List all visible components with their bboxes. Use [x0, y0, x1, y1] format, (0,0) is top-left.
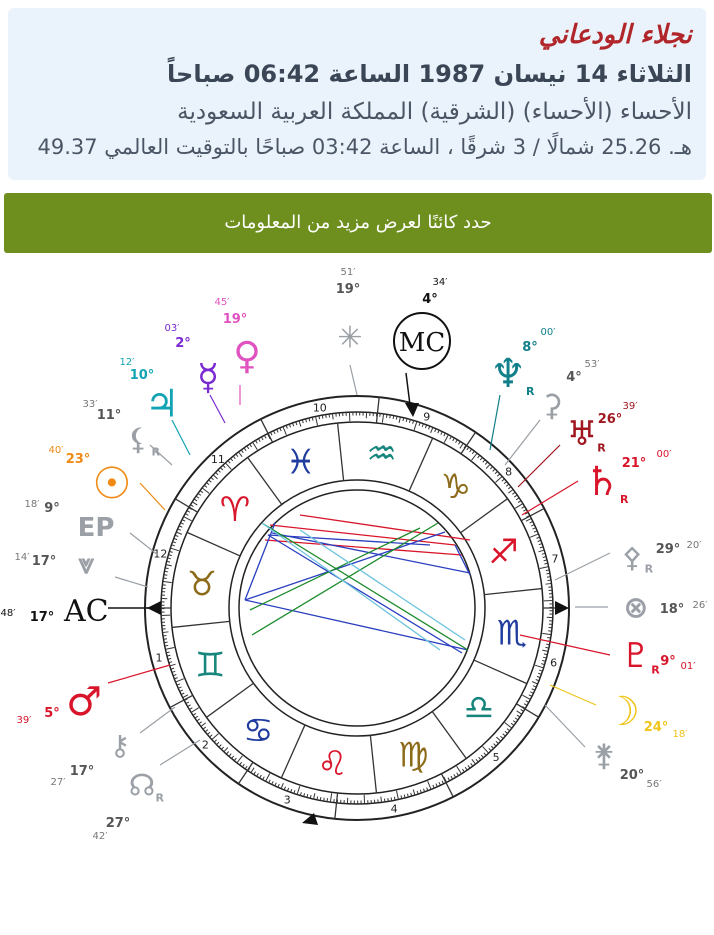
degree-tick [317, 796, 318, 799]
eris-point[interactable] [336, 267, 363, 356]
degree-tick [386, 414, 387, 417]
east-point-degree: 9° [44, 501, 60, 516]
uranus-degree: 26° [597, 412, 623, 427]
ascendant-degree: 17° [29, 610, 55, 625]
house-number: 3 [283, 793, 291, 807]
mercury-icon: ☿ [196, 357, 220, 399]
neptune-minutes: 00′ [540, 327, 556, 338]
house-number: 9 [423, 410, 431, 424]
chiron-icon: ⚷ [109, 728, 131, 762]
saturn-point[interactable] [584, 449, 672, 506]
house-number: 1 [155, 651, 163, 665]
house-number: 10 [312, 401, 327, 415]
house-number: 4 [390, 802, 398, 816]
saturn-icon: ♄ [584, 459, 620, 505]
taurus-sign-glyph: ♉ [186, 564, 218, 605]
degree-tick [319, 416, 320, 419]
degree-tick [545, 647, 548, 648]
moon-minutes: 18′ [672, 729, 688, 740]
leo-sign-glyph: ♌ [317, 744, 348, 785]
birth-place: الأحساء (الأحساء) (الشرقية) المملكة العربية السعودية [177, 99, 692, 125]
east-point-icon: EP [77, 513, 115, 544]
ceres-leader [505, 420, 540, 465]
ascendant-point[interactable] [1, 608, 55, 625]
degree-tick [324, 798, 325, 801]
birth-datetime: الثلاثاء 14 نيسان 1987 الساعة 06:42 صباحاً [167, 60, 692, 88]
degree-tick [546, 644, 549, 645]
mc-degree-point[interactable] [422, 277, 448, 307]
degree-tick [546, 573, 549, 574]
sun-leader [140, 483, 165, 510]
mc-degree-degree: 4° [422, 292, 438, 307]
east-point-minutes: 18′ [24, 499, 40, 510]
saturn-degree: 21° [621, 456, 647, 471]
pallas-degree: 29° [655, 542, 681, 557]
wheel-rings [145, 396, 569, 820]
moon-degree: 24° [643, 720, 669, 735]
vertex-leader [115, 577, 148, 587]
juno-icon: ⚵ [593, 738, 615, 774]
moon-point[interactable] [604, 689, 688, 740]
house-number: 8 [505, 465, 513, 479]
degree-tick [394, 797, 395, 800]
ascendant-minutes: 48′ [0, 608, 16, 619]
house-number: 12 [153, 547, 168, 561]
mercury-minutes: 03′ [164, 323, 180, 334]
venus-minutes: 45′ [214, 297, 230, 308]
house-number: 5 [492, 751, 500, 765]
east-point-leader [130, 533, 158, 555]
sun-degree: 23° [65, 452, 91, 467]
venus-degree: 19° [222, 312, 248, 327]
sun-point[interactable] [49, 445, 132, 509]
jupiter-degree: 10° [129, 368, 155, 383]
vertex-minutes: 14′ [14, 552, 30, 563]
mc-degree-minutes: 34′ [432, 277, 448, 288]
ceres-icon: ⚳ [541, 388, 563, 424]
person-name: نجلاء الودعاني [538, 20, 692, 50]
pluto-icon: ♇ [620, 635, 652, 676]
cancer-sign-glyph: ♋ [242, 711, 274, 752]
part-of-fortune-minutes: 26′ [692, 600, 708, 611]
gemini-sign-glyph: ♊ [195, 645, 226, 686]
degree-tick [546, 570, 549, 571]
neptune-leader [490, 395, 500, 450]
uranus-minutes: 39′ [622, 401, 638, 412]
pluto-retrograde-mark: R [651, 663, 660, 677]
sagittarius-sign-glyph: ♐ [488, 532, 519, 573]
mc-line [406, 373, 410, 405]
mars-minutes: 39′ [16, 715, 32, 726]
house-number: 2 [201, 738, 209, 752]
degree-tick [393, 415, 394, 418]
eris-icon: ✳ [337, 320, 363, 356]
north-node-minutes: 42′ [92, 831, 108, 842]
ceres-degree: 4° [566, 370, 582, 385]
vertex-degree: 17° [31, 554, 57, 569]
pisces-sign-glyph: ♓ [285, 442, 316, 483]
eris-minutes: 51′ [340, 267, 356, 278]
profile-card [8, 8, 706, 180]
juno-minutes: 56′ [646, 779, 662, 790]
aquarius-sign-glyph: ♒ [366, 433, 397, 474]
uranus-point[interactable] [567, 401, 638, 455]
scorpio-sign-glyph: ♏ [496, 613, 528, 654]
eris-leader [350, 365, 357, 395]
vertex-point[interactable] [15, 547, 95, 580]
neptune-icon: ♆ [490, 351, 526, 397]
lilith-retrograde-mark: R [151, 445, 160, 459]
juno-point[interactable] [593, 739, 662, 791]
degree-tick [320, 797, 321, 800]
saturn-minutes: 00′ [656, 449, 672, 460]
chiron-minutes: 27′ [50, 777, 66, 788]
degree-tick [327, 798, 328, 801]
mercury-degree: 2° [175, 336, 191, 351]
vertex-icon: ⩔ [78, 546, 94, 580]
mars-degree: 5° [44, 706, 60, 721]
degree-tick [164, 575, 167, 576]
degree-tick [547, 637, 550, 638]
lilith-degree: 11° [96, 408, 122, 423]
juno-degree: 20° [619, 768, 645, 783]
lilith-icon: ⚸ [127, 422, 149, 458]
moon-leader [550, 685, 596, 705]
more-info-button[interactable]: حدد كائنًا لعرض مزيد من المعلومات [4, 193, 712, 253]
libra-sign-glyph: ♎ [463, 687, 495, 728]
north-node-icon: ☊ [128, 768, 156, 804]
venus-point[interactable] [215, 297, 261, 377]
degree-tick [390, 415, 391, 418]
pallas-retrograde-mark: R [644, 562, 654, 576]
degree-tick [388, 798, 389, 801]
north-node-degree: 27° [105, 816, 131, 831]
degree-tick [164, 571, 167, 572]
ceres-minutes: 53′ [584, 359, 600, 370]
venus-icon: ♀ [233, 333, 261, 378]
house-number: 11 [210, 452, 225, 466]
sign-ring-inner [229, 480, 485, 736]
mercury-leader [210, 395, 225, 423]
chiron-point[interactable] [51, 729, 131, 788]
house-number: 7 [551, 552, 559, 566]
capricorn-sign-glyph: ♑ [440, 466, 472, 507]
virgo-sign-glyph: ♍ [398, 735, 429, 776]
sun-minutes: 40′ [48, 445, 64, 456]
uranus-leader [518, 445, 560, 487]
juno-leader [545, 705, 585, 747]
pluto-point[interactable] [621, 636, 696, 677]
birth-coordinates: هـ. 25.26 شمالًا / 3 شرقًا ، الساعة 03:42 صباحًا بالتوقيت العالمي 49.37 [37, 135, 692, 159]
neptune-retrograde-mark: R [526, 385, 535, 398]
mars-icon: ♂ [66, 679, 102, 725]
degree-tick [165, 645, 168, 646]
part-of-fortune-icon: ⊗ [623, 590, 649, 626]
jupiter-icon: ♃ [144, 381, 180, 426]
degree-tick [396, 416, 397, 419]
pallas-point[interactable] [622, 540, 702, 575]
degree-tick [165, 568, 168, 569]
eris-degree: 19° [335, 282, 361, 297]
neptune-degree: 8° [522, 340, 538, 355]
house-number: 6 [550, 656, 558, 670]
sun-icon: ☉ [92, 458, 132, 510]
jupiter-point[interactable] [120, 357, 180, 425]
part-of-fortune-point[interactable] [623, 591, 708, 626]
north-node-point[interactable] [93, 769, 165, 843]
uranus-icon: ♅ [566, 413, 598, 454]
lilith-minutes: 33′ [82, 399, 98, 410]
pluto-minutes: 01′ [680, 661, 696, 672]
degree-tick [163, 578, 166, 579]
natal-chart-wheel[interactable] [0, 255, 714, 935]
pallas-minutes: 20′ [686, 540, 702, 551]
jupiter-minutes: 12′ [119, 357, 135, 368]
neptune-point[interactable] [490, 327, 556, 398]
uranus-retrograde-mark: R [597, 441, 606, 455]
degree-tick [326, 415, 327, 418]
moon-icon: ☽ [604, 689, 640, 735]
ac-label: AC [64, 594, 109, 629]
part-of-fortune-degree: 18° [659, 602, 685, 617]
saturn-retrograde-mark: R [620, 493, 629, 506]
chiron-degree: 17° [69, 764, 95, 779]
degree-tick [164, 642, 167, 643]
north-node-retrograde-mark: R [155, 791, 164, 805]
pluto-degree: 9° [660, 654, 676, 669]
mars-point[interactable] [17, 679, 102, 726]
north-node-leader [160, 740, 200, 765]
degree-tick [164, 639, 167, 640]
degree-tick [547, 577, 550, 578]
mc-label: MC [398, 328, 446, 358]
degree-tick [391, 797, 392, 800]
pallas-icon: ⚴ [621, 540, 643, 574]
aries-sign-glyph: ♈ [219, 490, 251, 531]
degree-tick [322, 415, 323, 418]
chiron-leader [140, 707, 175, 733]
